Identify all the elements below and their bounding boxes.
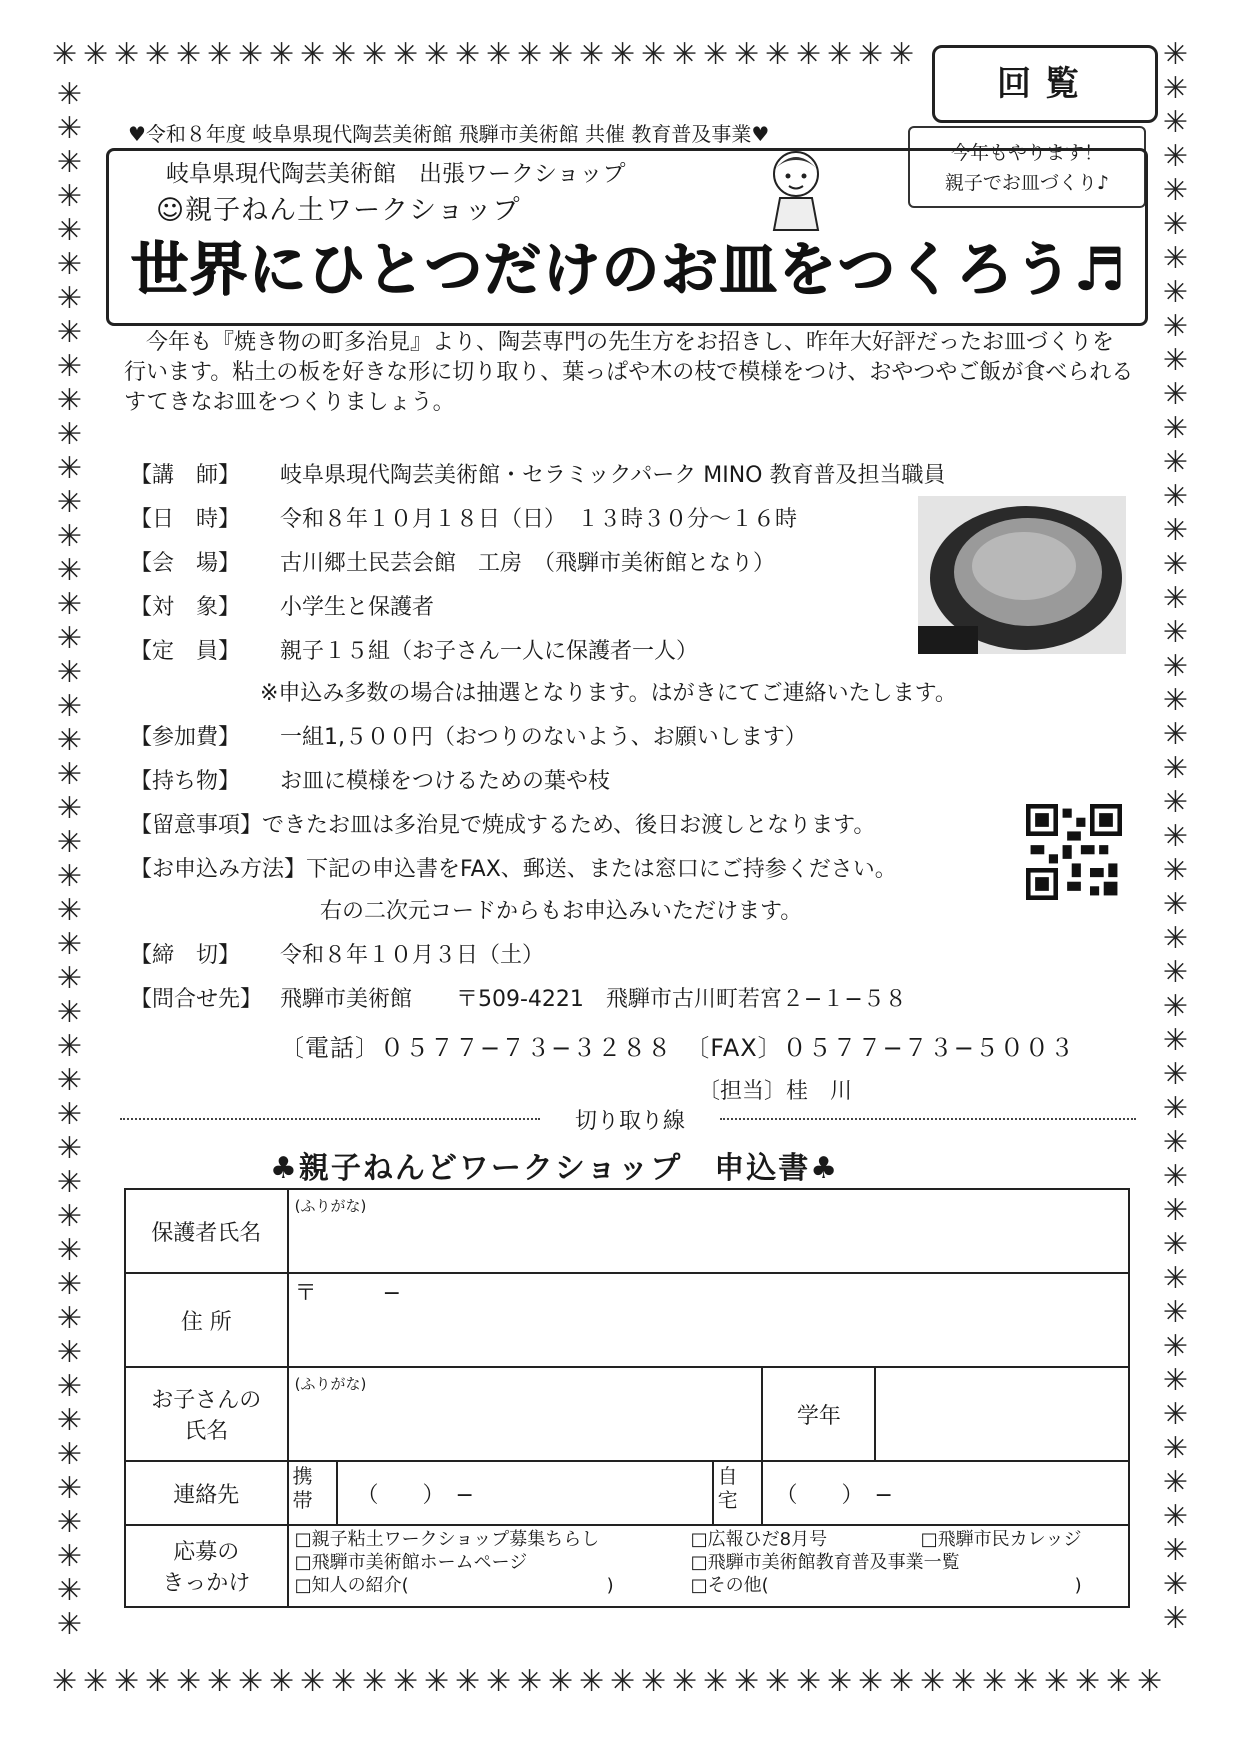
asterisk-ornament-icon: ✳: [56, 621, 82, 656]
asterisk-ornament-icon: ✳: [207, 40, 232, 72]
asterisk-ornament-icon: ✳: [238, 1667, 263, 1699]
bring-label: 【持ち物】: [130, 769, 241, 794]
furigana-hint: (ふりがな): [294, 1197, 367, 1215]
asterisk-ornament-icon: ✳: [300, 40, 325, 72]
asterisk-ornament-icon: ✳: [56, 961, 82, 996]
asterisk-ornament-icon: ✳: [176, 40, 201, 72]
asterisk-ornament-icon: ✳: [1162, 445, 1188, 480]
options-line-3: [295, 1574, 1122, 1597]
asterisk-ornament-icon: ✳: [145, 40, 170, 72]
asterisk-ornament-icon: ✳: [56, 247, 82, 282]
address-field[interactable]: [288, 1273, 1129, 1367]
guardian-name-label: 保護者氏名: [125, 1189, 288, 1273]
apply-note: 右の二次元コードからもお申込みいただけます。: [320, 899, 803, 924]
workshop-name: ☺親子ねん土ワークショップ: [156, 195, 521, 226]
asterisk-ornament-icon: ✳: [56, 655, 82, 690]
guardian-name-field[interactable]: [288, 1189, 1129, 1273]
asterisk-ornament-icon: ✳: [734, 1667, 759, 1699]
asterisk-ornament-icon: ✳: [1162, 1329, 1188, 1364]
capacity-note: ※申込み多数の場合は抽選となります。はがきにてご連絡いたします。: [260, 681, 957, 706]
asterisk-ornament-icon: ✳: [56, 825, 82, 860]
asterisk-ornament-icon: ✳: [610, 1667, 635, 1699]
asterisk-ornament-icon: ✳: [1162, 1295, 1188, 1330]
asterisk-ornament-icon: ✳: [362, 40, 387, 72]
asterisk-ornament-icon: ✳: [920, 1667, 945, 1699]
asterisk-ornament-icon: ✳: [455, 1667, 480, 1699]
notes-row: [130, 808, 875, 839]
option-homepage[interactable]: □飛騨市美術館ホームページ: [294, 1552, 528, 1573]
page-title: 世界にひとつだけのお皿をつくろう♬: [130, 235, 1126, 303]
asterisk-ornament-icon: ✳: [765, 40, 790, 72]
asterisk-ornament-icon: ✳: [56, 791, 82, 826]
asterisk-ornament-icon: ✳: [1013, 1667, 1038, 1699]
asterisk-ornament-icon: ✳: [858, 1667, 883, 1699]
asterisk-ornament-icon: ✳: [672, 40, 697, 72]
right-border: [1158, 40, 1192, 1670]
asterisk-ornament-icon: ✳: [424, 1667, 449, 1699]
asterisk-ornament-icon: ✳: [56, 451, 82, 486]
asterisk-ornament-icon: ✳: [1162, 479, 1188, 514]
asterisk-ornament-icon: ✳: [56, 893, 82, 928]
apply-value: 下記の申込書をFAX、郵送、または窓口にご持参ください。: [306, 857, 897, 882]
child-mascot-icon: [760, 146, 832, 232]
bring-value: お皿に模様をつけるための葉や枝: [280, 769, 611, 794]
asterisk-ornament-icon: ✳: [1162, 1125, 1188, 1160]
asterisk-ornament-icon: ✳: [734, 40, 759, 72]
asterisk-ornament-icon: ✳: [858, 40, 883, 72]
form-title: ♣親子ねんどワークショップ 申込書♣: [270, 1151, 840, 1186]
asterisk-ornament-icon: ✳: [1162, 1567, 1188, 1602]
asterisk-ornament-icon: ✳: [1162, 649, 1188, 684]
asterisk-ornament-icon: ✳: [56, 1437, 82, 1472]
asterisk-ornament-icon: ✳: [1162, 40, 1188, 72]
contact-phone-label: 連絡先: [125, 1461, 288, 1525]
asterisk-ornament-icon: ✳: [56, 1063, 82, 1098]
asterisk-ornament-icon: ✳: [827, 1667, 852, 1699]
grade-label: 学年: [762, 1367, 875, 1461]
bubble-line-1: 今年もやります！: [950, 142, 1103, 164]
apply-label: 【お申込み方法】: [130, 857, 307, 882]
asterisk-ornament-icon: ✳: [1162, 207, 1188, 242]
venue-value: 古川郷土民芸会館 工房 （飛騨市美術館となり）: [280, 551, 776, 576]
asterisk-ornament-icon: ✳: [1044, 1667, 1069, 1699]
asterisk-ornament-icon: ✳: [517, 1667, 542, 1699]
datetime-value: 令和８年１０月１８日（日） １３時３０分～１６時: [280, 507, 798, 532]
asterisk-ornament-icon: ✳: [56, 553, 82, 588]
asterisk-ornament-icon: ✳: [56, 1165, 82, 1200]
cut-line: [120, 1104, 1136, 1132]
asterisk-ornament-icon: ✳: [1162, 241, 1188, 276]
asterisk-ornament-icon: ✳: [56, 757, 82, 792]
asterisk-ornament-icon: ✳: [1162, 581, 1188, 616]
asterisk-ornament-icon: ✳: [1162, 275, 1188, 310]
asterisk-ornament-icon: ✳: [1162, 1601, 1188, 1636]
asterisk-ornament-icon: ✳: [56, 1199, 82, 1234]
asterisk-ornament-icon: ✳: [1162, 1193, 1188, 1228]
asterisk-ornament-icon: ✳: [145, 1667, 170, 1699]
asterisk-ornament-icon: ✳: [269, 40, 294, 72]
cut-line-label: 切り取り線: [540, 1104, 720, 1135]
asterisk-ornament-icon: ✳: [56, 723, 82, 758]
home-field[interactable]: （ ） −: [762, 1461, 1129, 1525]
asterisk-ornament-icon: ✳: [672, 1667, 697, 1699]
option-program-list[interactable]: □飛騨市美術館教育普及事業一覧: [690, 1552, 960, 1573]
asterisk-ornament-icon: ✳: [1162, 1023, 1188, 1058]
asterisk-ornament-icon: ✳: [1162, 1363, 1188, 1398]
capacity-value: 親子１５組（お子さん一人に保護者一人）: [280, 639, 699, 664]
reason-label: [125, 1525, 288, 1607]
deadline-value: 令和８年１０月３日（土）: [280, 943, 545, 968]
asterisk-ornament-icon: ✳: [1162, 887, 1188, 922]
asterisk-ornament-icon: ✳: [238, 40, 263, 72]
contact-row: [130, 982, 907, 1013]
cut-line-left: [120, 1118, 540, 1120]
asterisk-ornament-icon: ✳: [114, 40, 139, 72]
asterisk-ornament-icon: ✳: [56, 145, 82, 180]
asterisk-ornament-icon: ✳: [56, 417, 82, 452]
bubble-line-2: 親子でお皿づくり♪: [944, 172, 1110, 194]
asterisk-ornament-icon: ✳: [703, 1667, 728, 1699]
asterisk-ornament-icon: ✳: [1162, 1431, 1188, 1466]
contact-label: 【問合せ先】: [130, 987, 263, 1012]
asterisk-ornament-icon: ✳: [1162, 139, 1188, 174]
notes-value: できたお皿は多治見で焼成するため、後日お渡しとなります。: [262, 813, 876, 838]
options-line-2: [295, 1551, 1122, 1574]
instructor-value: 岐阜県現代陶芸美術館・セラミックパーク MINO 教育普及担当職員: [280, 463, 946, 488]
asterisk-ornament-icon: ✳: [1075, 1667, 1100, 1699]
asterisk-ornament-icon: ✳: [331, 40, 356, 72]
asterisk-ornament-icon: ✳: [56, 519, 82, 554]
asterisk-ornament-icon: ✳: [56, 111, 82, 146]
deadline-label: 【締 切】: [130, 943, 241, 968]
reason-label-line2: きっかけ: [162, 1571, 251, 1596]
bring-row: [130, 764, 610, 795]
asterisk-ornament-icon: ✳: [1162, 1465, 1188, 1500]
asterisk-ornament-icon: ✳: [393, 40, 418, 72]
intro-text: 今年も『焼き物の町多治見』より、陶芸専門の先生方をお招きし、昨年大好評だったお皿づくりを行います。粘土の板を好きな形に切り取り、葉っぱや木の枝で模様をつけ、おやつやご飯が食べられるすてきなお皿をつくりましょう。: [124, 330, 1134, 415]
asterisk-ornament-icon: ✳: [1162, 751, 1188, 786]
circulate-stamp: 回覧: [932, 45, 1158, 123]
deadline-row: [130, 938, 544, 969]
postal-mark: 〒 −: [294, 1281, 402, 1306]
asterisk-ornament-icon: ✳: [56, 281, 82, 316]
fee-row: [130, 720, 807, 751]
asterisk-ornament-icon: ✳: [56, 315, 82, 350]
asterisk-ornament-icon: ✳: [1162, 955, 1188, 990]
option-referral[interactable]: □知人の紹介( ): [294, 1575, 614, 1596]
datetime-label: 【日 時】: [130, 507, 241, 532]
fee-value: 一組1,５００円（おつりのないよう、お願いします）: [280, 725, 807, 750]
target-label: 【対 象】: [130, 595, 241, 620]
option-other[interactable]: □その他( ): [690, 1575, 1082, 1596]
asterisk-ornament-icon: ✳: [56, 689, 82, 724]
phone-fax: 〔電話〕０５７７−７３−３２８８ 〔FAX〕０５７７−７３−５００３: [280, 1034, 1075, 1062]
options-line-1: [295, 1528, 1122, 1551]
subtitle: 岐阜県現代陶芸美術館 出張ワークショップ: [166, 161, 626, 187]
asterisk-ornament-icon: ✳: [486, 40, 511, 72]
datetime-row: [130, 502, 797, 533]
asterisk-ornament-icon: ✳: [1162, 1159, 1188, 1194]
asterisk-ornament-icon: ✳: [56, 1505, 82, 1540]
asterisk-ornament-icon: ✳: [56, 1233, 82, 1268]
asterisk-ornament-icon: ✳: [424, 40, 449, 72]
notes-label: 【留意事項】: [130, 813, 263, 838]
asterisk-ornament-icon: ✳: [1162, 71, 1188, 106]
asterisk-ornament-icon: ✳: [56, 1607, 82, 1642]
asterisk-ornament-icon: ✳: [1162, 1397, 1188, 1432]
reason-options: [288, 1525, 1129, 1607]
instructor-row: [130, 458, 945, 489]
asterisk-ornament-icon: ✳: [83, 40, 108, 72]
home-label: 自宅: [713, 1461, 763, 1525]
venue-label: 【会 場】: [130, 551, 241, 576]
asterisk-ornament-icon: ✳: [331, 1667, 356, 1699]
asterisk-ornament-icon: ✳: [1162, 1533, 1188, 1568]
asterisk-ornament-icon: ✳: [1162, 105, 1188, 140]
application-form: [124, 1188, 1130, 1608]
asterisk-ornament-icon: ✳: [982, 1667, 1007, 1699]
asterisk-ornament-icon: ✳: [56, 1131, 82, 1166]
child-name-field[interactable]: [288, 1367, 763, 1461]
asterisk-ornament-icon: ✳: [765, 1667, 790, 1699]
asterisk-ornament-icon: ✳: [52, 1667, 77, 1699]
asterisk-ornament-icon: ✳: [56, 1369, 82, 1404]
asterisk-ornament-icon: ✳: [56, 859, 82, 894]
asterisk-ornament-icon: ✳: [1162, 615, 1188, 650]
venue-row: [130, 546, 775, 577]
asterisk-ornament-icon: ✳: [1162, 547, 1188, 582]
instructor-label: 【講 師】: [130, 463, 241, 488]
asterisk-ornament-icon: ✳: [548, 40, 573, 72]
asterisk-ornament-icon: ✳: [56, 383, 82, 418]
asterisk-ornament-icon: ✳: [56, 1573, 82, 1608]
asterisk-ornament-icon: ✳: [1162, 683, 1188, 718]
asterisk-ornament-icon: ✳: [300, 1667, 325, 1699]
option-flyer[interactable]: □親子粘土ワークショップ募集ちらし: [294, 1529, 600, 1550]
capacity-label: 【定 員】: [130, 639, 241, 664]
asterisk-ornament-icon: ✳: [52, 40, 77, 72]
asterisk-ornament-icon: ✳: [56, 1335, 82, 1370]
left-border: [52, 80, 86, 1670]
asterisk-ornament-icon: ✳: [796, 1667, 821, 1699]
top-border: [52, 40, 932, 76]
asterisk-ornament-icon: ✳: [455, 40, 480, 72]
asterisk-ornament-icon: ✳: [579, 40, 604, 72]
qr-code-icon[interactable]: [1026, 804, 1122, 900]
reason-label-line1: 応募の: [173, 1540, 240, 1565]
asterisk-ornament-icon: ✳: [1137, 1667, 1162, 1699]
asterisk-ornament-icon: ✳: [517, 40, 542, 72]
asterisk-ornament-icon: ✳: [1162, 343, 1188, 378]
grade-field[interactable]: [875, 1367, 1129, 1461]
asterisk-ornament-icon: ✳: [1162, 1091, 1188, 1126]
bottom-border: [52, 1667, 1192, 1703]
asterisk-ornament-icon: ✳: [1162, 921, 1188, 956]
asterisk-ornament-icon: ✳: [486, 1667, 511, 1699]
asterisk-ornament-icon: ✳: [1162, 853, 1188, 888]
asterisk-ornament-icon: ✳: [207, 1667, 232, 1699]
address-label: 住 所: [125, 1273, 288, 1367]
child-name-label: [125, 1367, 288, 1461]
capacity-row: [130, 634, 698, 665]
asterisk-ornament-icon: ✳: [548, 1667, 573, 1699]
target-row: [130, 590, 434, 621]
asterisk-ornament-icon: ✳: [889, 1667, 914, 1699]
asterisk-ornament-icon: ✳: [951, 1667, 976, 1699]
asterisk-ornament-icon: ✳: [1162, 173, 1188, 208]
mobile-label: 携帯: [288, 1461, 338, 1525]
asterisk-ornament-icon: ✳: [1162, 1499, 1188, 1534]
child-label-line1: お子さんの: [151, 1388, 262, 1413]
furigana-hint: (ふりがな): [294, 1375, 367, 1393]
asterisk-ornament-icon: ✳: [796, 40, 821, 72]
asterisk-ornament-icon: ✳: [176, 1667, 201, 1699]
contact-value: 飛騨市美術館 〒509-4221 飛騨市古川町若宮２−１−５８: [280, 987, 907, 1012]
asterisk-ornament-icon: ✳: [269, 1667, 294, 1699]
asterisk-ornament-icon: ✳: [1162, 1227, 1188, 1262]
asterisk-ornament-icon: ✳: [1162, 411, 1188, 446]
asterisk-ornament-icon: ✳: [56, 213, 82, 248]
asterisk-ornament-icon: ✳: [1162, 989, 1188, 1024]
asterisk-ornament-icon: ✳: [1106, 1667, 1131, 1699]
asterisk-ornament-icon: ✳: [56, 179, 82, 214]
asterisk-ornament-icon: ✳: [114, 1667, 139, 1699]
target-value: 小学生と保護者: [280, 595, 435, 620]
asterisk-ornament-icon: ✳: [889, 40, 914, 72]
asterisk-ornament-icon: ✳: [56, 1267, 82, 1302]
staff: 〔担当〕桂 川: [698, 1079, 853, 1104]
option-college[interactable]: □飛騨市民カレッジ: [920, 1529, 1082, 1550]
mobile-field[interactable]: （ ） −: [337, 1461, 712, 1525]
asterisk-ornament-icon: ✳: [56, 927, 82, 962]
asterisk-ornament-icon: ✳: [1162, 309, 1188, 344]
asterisk-ornament-icon: ✳: [703, 40, 728, 72]
asterisk-ornament-icon: ✳: [56, 587, 82, 622]
asterisk-ornament-icon: ✳: [56, 995, 82, 1030]
cosponsor-line: ♥令和８年度 岐阜県現代陶芸美術館 飛騨市美術館 共催 教育普及事業♥: [128, 122, 770, 146]
asterisk-ornament-icon: ✳: [1162, 717, 1188, 752]
asterisk-ornament-icon: ✳: [56, 1539, 82, 1574]
asterisk-ornament-icon: ✳: [1162, 513, 1188, 548]
asterisk-ornament-icon: ✳: [56, 349, 82, 384]
asterisk-ornament-icon: ✳: [362, 1667, 387, 1699]
asterisk-ornament-icon: ✳: [56, 80, 82, 112]
asterisk-ornament-icon: ✳: [641, 1667, 666, 1699]
cut-line-right: [720, 1118, 1136, 1120]
asterisk-ornament-icon: ✳: [1162, 785, 1188, 820]
asterisk-ornament-icon: ✳: [641, 40, 666, 72]
asterisk-ornament-icon: ✳: [56, 1097, 82, 1132]
asterisk-ornament-icon: ✳: [393, 1667, 418, 1699]
asterisk-ornament-icon: ✳: [1162, 819, 1188, 854]
asterisk-ornament-icon: ✳: [1162, 1261, 1188, 1296]
asterisk-ornament-icon: ✳: [610, 40, 635, 72]
asterisk-ornament-icon: ✳: [56, 1029, 82, 1064]
asterisk-ornament-icon: ✳: [579, 1667, 604, 1699]
plate-photo: [918, 496, 1126, 654]
asterisk-ornament-icon: ✳: [56, 1403, 82, 1438]
child-label-line2: 氏名: [184, 1419, 229, 1444]
asterisk-ornament-icon: ✳: [827, 40, 852, 72]
asterisk-ornament-icon: ✳: [83, 1667, 108, 1699]
fee-label: 【参加費】: [130, 725, 241, 750]
asterisk-ornament-icon: ✳: [56, 1301, 82, 1336]
asterisk-ornament-icon: ✳: [56, 1471, 82, 1506]
asterisk-ornament-icon: ✳: [1162, 377, 1188, 412]
asterisk-ornament-icon: ✳: [1162, 1057, 1188, 1092]
asterisk-ornament-icon: ✳: [56, 485, 82, 520]
option-koho[interactable]: □広報ひだ8月号: [690, 1529, 828, 1550]
apply-row: [130, 852, 897, 883]
